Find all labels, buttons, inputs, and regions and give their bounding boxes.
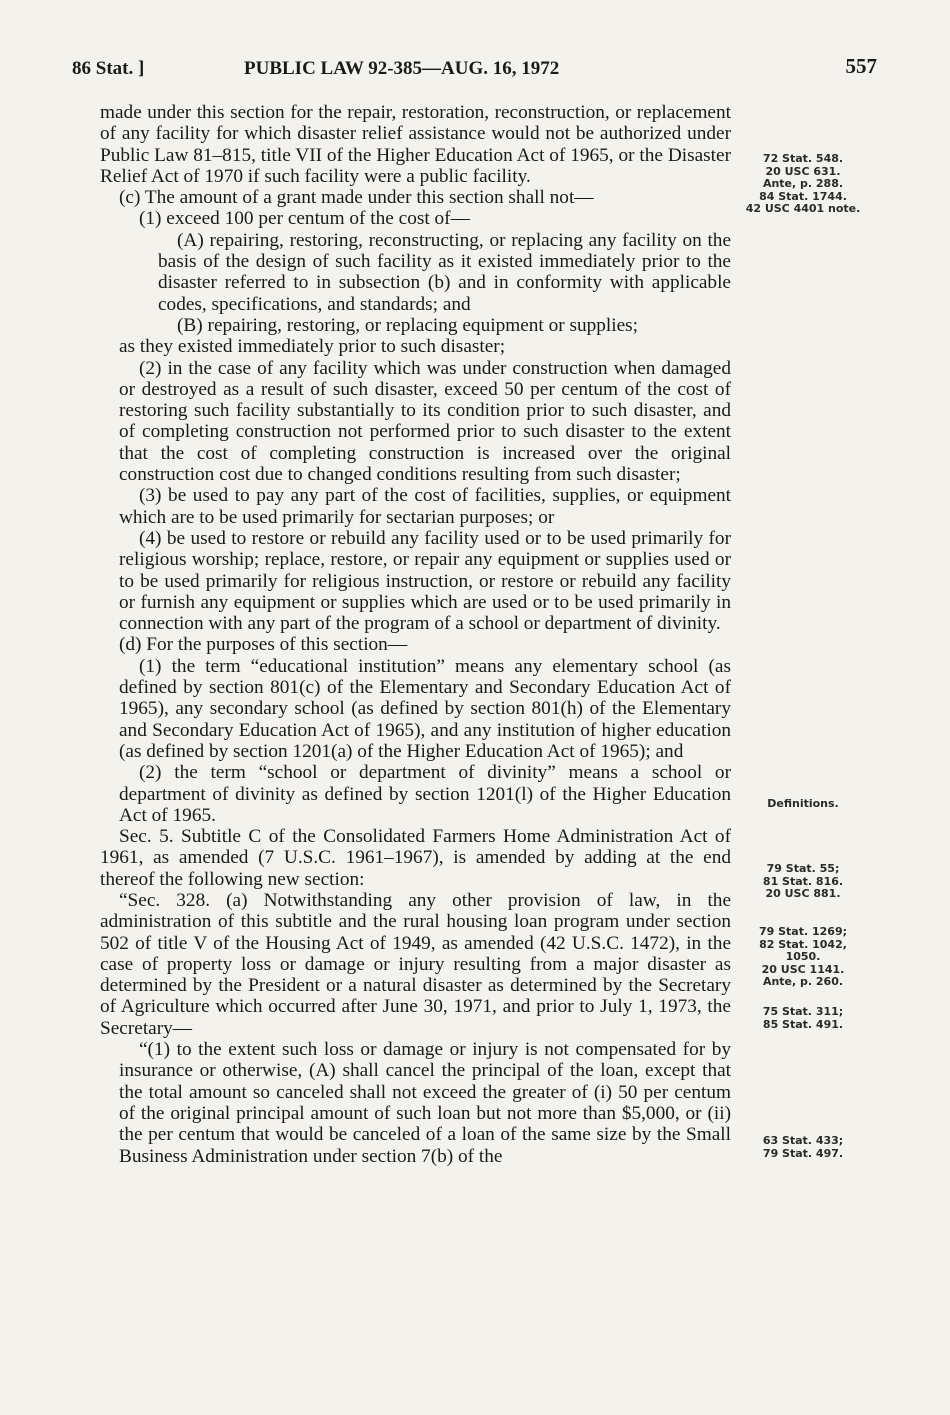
paragraph-c4: (4) be used to restore or rebuild any facility used or to be used primarily for religious worship; replace, restore, or repair any equipment or supplies used or to be used primarily for religious instruction, or restore or rebuild any facility or furnish any equipment or supplies which are used or to be used primarily in connection with any part of the program of a school or department of divinity.: [119, 527, 731, 635]
margin-citation: 79 Stat. 1269; 82 Stat. 1042, 1050. 20 USC 1141. Ante, p. 260.: [758, 925, 848, 988]
margin-heading-definitions: Definitions.: [767, 797, 839, 810]
paragraph-c1: (1) exceed 100 per centum of the cost of—: [139, 208, 470, 230]
paragraph-c3: (3) be used to pay any part of the cost of facilities, supplies, or equipment which are to be used primarily for sectarian purposes; or: [119, 485, 731, 528]
definition-1: (1) the term “educational institution” means any elementary school (as defined by section 801(c) of the Elementary and Secondary Education Act of 1965), any secondary school (as defined by section 801(h) of the Elementary and Secondary Education Act of 1965), and any institution of higher education (as defined by section 1201(a) of the Higher Education Act of 1965); and: [119, 655, 731, 762]
section-328-a: “Sec. 328. (a) Notwithstanding any other provision of law, in the administration of this subtitle and the rural housing loan program under section 502 of title V of the Housing Act of 1949, as amended (42 U.S.C. 1472), in the case of property loss or damage or injury resulting from a major disaster as determined by the President or a natural disaster as determined by the Secretary of Agriculture which occurred after June 30, 1971, and prior to July 1, 1973, the Secretary—: [100, 889, 731, 1039]
margin-notes: [743, 0, 868, 1415]
main-text: [100, 102, 731, 1167]
subsection-d: (d) For the purposes of this section—: [119, 634, 408, 656]
paragraph-c2: (2) in the case of any facility which was under construction when damaged or destroyed as a result of such disaster, exceed 50 per centum of the cost of restoring such facility substantially to its condition prior to such disaster, and of completing construction not performed prior to such disaster to the extent that the cost of completing construction is increased over the original construction cost due to changed conditions resulting from such disaster;: [119, 357, 731, 486]
margin-citation: 63 Stat. 433; 79 Stat. 497.: [762, 1134, 844, 1160]
law-title: PUBLIC LAW 92-385—AUG. 16, 1972: [244, 58, 560, 79]
section-328-a1: “(1) to the extent such loss or damage or injury is not compensated for by insurance or otherwise, (A) shall cancel the principal of the loan, except that the total amount so canceled shall not exceed the greater of (i) 50 per centum of the original principal amount of such loan but not more than $5,000, or (ii) the per centum that would be canceled of a loan of the same size by the Small Business Administration under section 7(b) of the: [119, 1039, 731, 1167]
definition-2: (2) the term “school or department of divinity” means a school or department of divinity as defined by section 1201(l) of the Higher Education Act of 1965.: [119, 762, 731, 826]
paragraph-c1-tail: as they existed immediately prior to such disaster;: [119, 336, 506, 358]
margin-citation: 79 Stat. 55; 81 Stat. 816. 20 USC 881.: [762, 862, 844, 900]
section-5: Sec. 5. Subtitle C of the Consolidated Farmers Home Administration Act of 1961, as amended (7 U.S.C. 1961–1967), is amended by adding at the end thereof the following new section:: [100, 826, 731, 890]
subsection-c: (c) The amount of a grant made under this section shall not—: [119, 187, 594, 209]
subparagraph-B: (B) repairing, restoring, or replacing equipment or supplies;: [177, 314, 639, 336]
margin-citation: 72 Stat. 548. 20 USC 631. Ante, p. 288. 84 Stat. 1744. 42 USC 4401 note.: [745, 152, 861, 215]
volume-citation: 86 Stat. ]: [72, 58, 145, 79]
paragraph-continuation: made under this section for the repair, restoration, reconstruction, or replacement of any facility for which disaster relief assistance would not be authorized under Public Law 81–815, title VII of the Higher Education Act of 1965, or the Disaster Relief Act of 1970 if such facility were a public facility.: [100, 102, 731, 187]
margin-citation: 75 Stat. 311; 85 Stat. 491.: [762, 1005, 844, 1031]
subparagraph-A: (A) repairing, restoring, reconstructing, or replacing any facility on the basis of the design of such facility as it existed immediately prior to the disaster referred to in subsection (b) and in conformity with applicable codes, specifications, and standards; and: [158, 229, 731, 315]
page-number: 557: [845, 54, 877, 78]
